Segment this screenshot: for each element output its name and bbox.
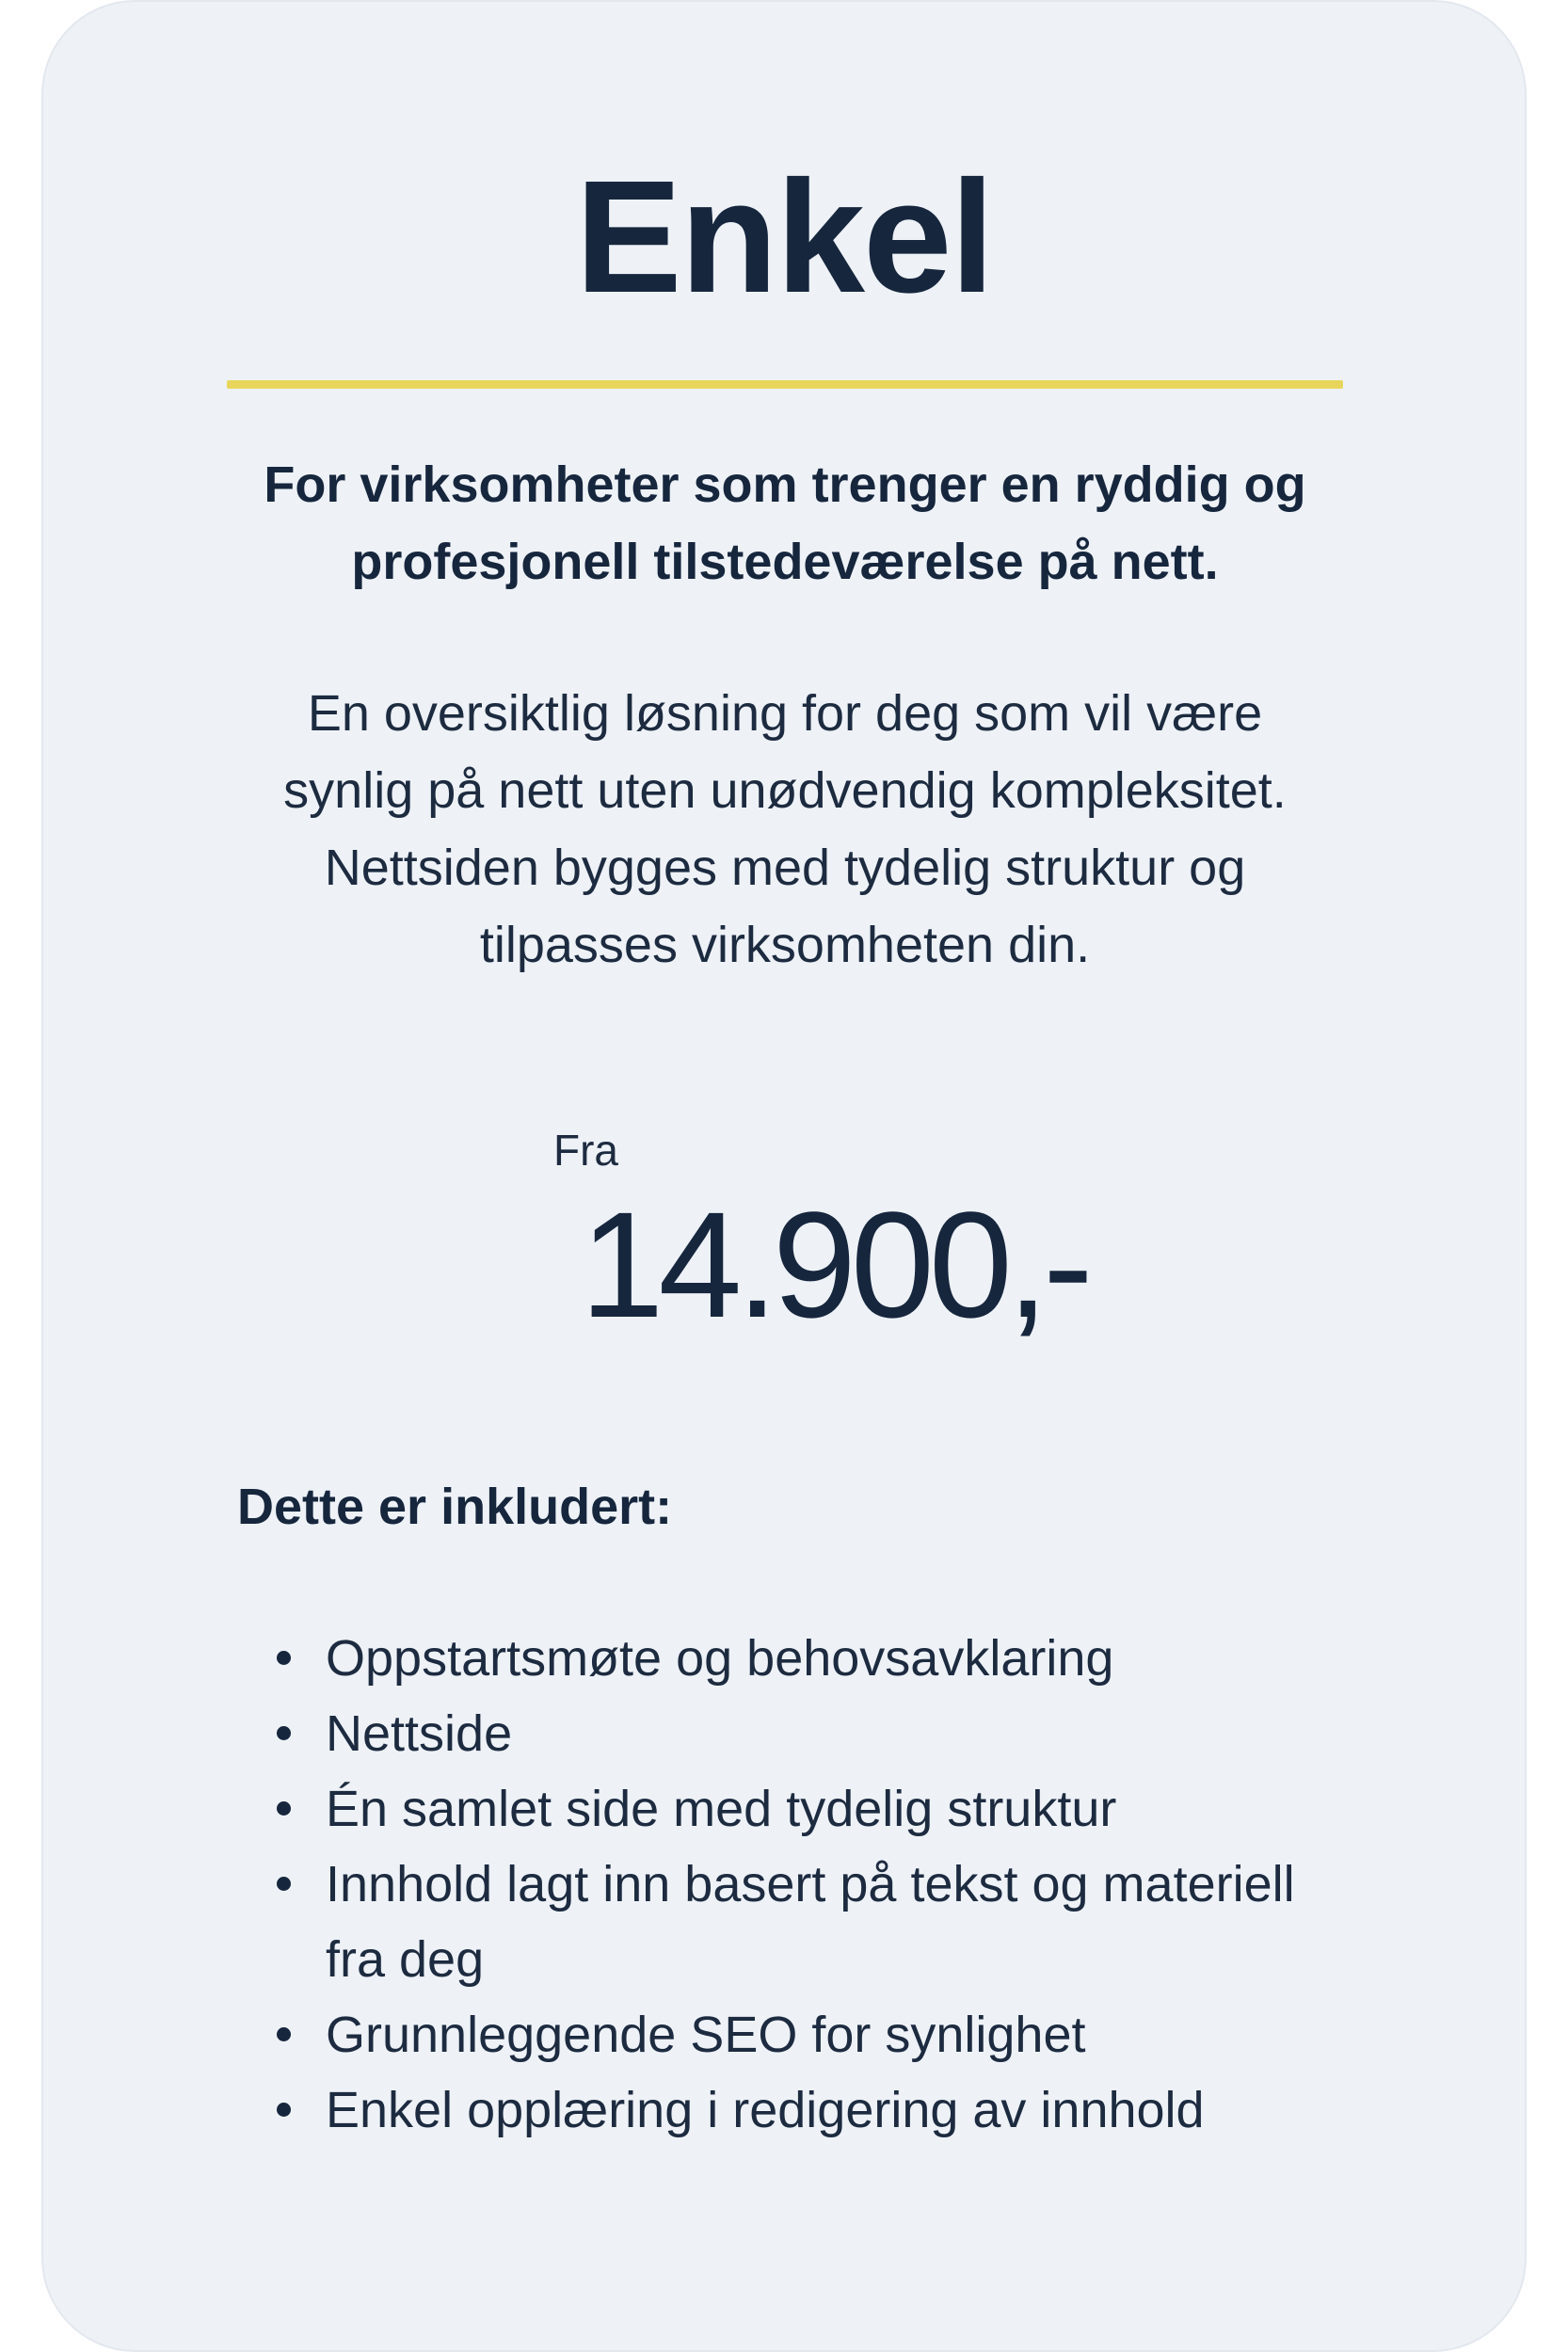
bullet-icon [277,1726,291,1740]
bullet-icon [277,1651,291,1665]
bullet-icon [277,2027,291,2041]
feature-item: Grunnleggende SEO for synlighet [326,1997,1361,2072]
feature-item: Nettside [326,1696,1361,1771]
feature-item: Enkel opplæring i redigering av innhold [326,2072,1361,2148]
included-heading: Dette er inkludert: [237,1479,673,1535]
bullet-icon [277,1801,291,1816]
feature-item: Én samlet side med tydelig struktur [326,1771,1361,1847]
plan-title: Enkel [575,148,993,327]
plan-description: En oversiktlig løsning for deg som vil være synlig på nett uten unødvendig kompleksitet. Nettsiden bygges med tydelig struktur og tilpasses virksomheten din. [283,685,1287,973]
feature-item: Oppstartsmøte og behovsavklaring [326,1621,1361,1696]
feature-list [326,1621,1361,2148]
bullet-icon [277,2103,291,2117]
bullet-icon [277,1877,291,1891]
pricing-card [41,0,1527,2352]
plan-lead: For virksomheter som trenger en ryddig og profesjonell tilstedeværelse på nett. [264,456,1306,590]
price-value: 14.900,- [580,1180,1088,1349]
accent-divider [227,380,1343,389]
price-prefix: Fra [553,1126,618,1175]
feature-item: Innhold lagt inn basert på tekst og materiell fra deg [326,1847,1361,1997]
